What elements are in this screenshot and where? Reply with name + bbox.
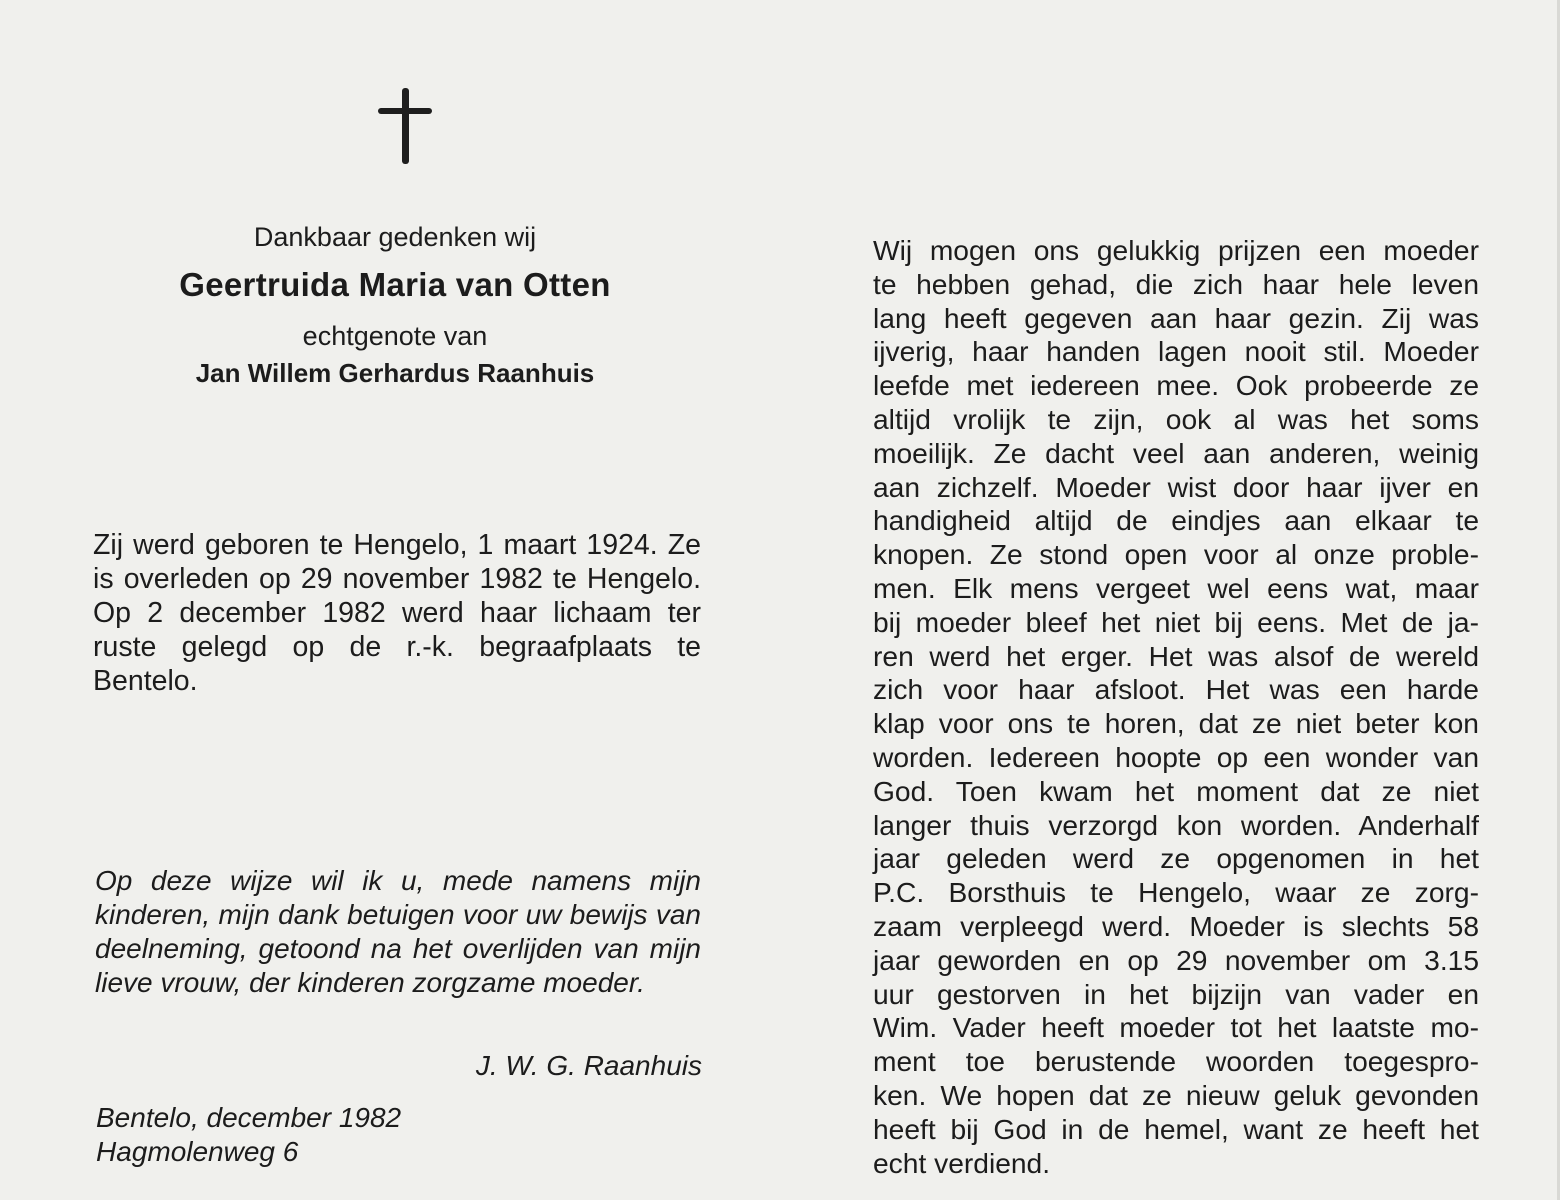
thanks-paragraph: Op deze wijze wil ik u, mede namens mijn kinderen, mijn dank betuigen voor uw bewijs van deelneming, getoond na het overlijden van mijn lieve vrouw, der kinderen zorgzame moeder. [95, 865, 701, 998]
cross-vertical-bar [402, 88, 409, 164]
place-date: Bentelo, december 1982 [96, 1102, 402, 1133]
memorial-line: echt verdiend. [873, 1146, 1051, 1179]
life-dates-paragraph: Zij werd geboren te Hengelo, 1 maart 1924. Ze is overleden op 29 november 1982 te Hengelo. Op 2 december 1982 werd haar lichaam ter ruste gelegd op de r.-k. begraafplaats te Bentelo. [93, 529, 701, 697]
memorial-text [873, 234, 1479, 1180]
memorial-line: moeilijk. Ze dacht veel aan anderen, weinig [873, 436, 1479, 469]
memorial-line: ijverig, haar handen lagen nooit stil. Moeder [873, 335, 1479, 368]
cross-horizontal-bar [378, 108, 432, 114]
memorial-line: men. Elk mens vergeet wel eens wat, maar [873, 571, 1479, 604]
memorial-line: worden. Iedereen hoopte op een wonder van [873, 740, 1479, 773]
memorial-line: knopen. Ze stond open voor al onze proble- [873, 538, 1479, 571]
spouse-label: echtgenote van [302, 321, 488, 351]
memorial-line: ken. We hopen dat ze nieuw geluk gevonden [873, 1078, 1479, 1111]
deceased-name: Geertruida Maria van Otten [179, 266, 611, 303]
signature: J. W. G. Raanhuis [475, 1050, 702, 1081]
memorial-line: Wij mogen ons gelukkig prijzen een moeder [873, 234, 1479, 266]
memorial-line: te hebben gehad, die zich haar hele leven [873, 267, 1479, 300]
memorial-line: zich voor haar afsloot. Het was een harde [873, 673, 1479, 706]
spouse-name: Jan Willem Gerhardus Raanhuis [195, 358, 595, 388]
memorial-line: ren werd het erger. Het was alsof de wereld [873, 639, 1479, 672]
memorial-line: Wim. Vader heeft moeder tot het laatste mo- [873, 1011, 1479, 1044]
memorial-line: altijd vrolijk te zijn, ook al was het soms [873, 402, 1479, 435]
memorial-line: jaar geworden en op 29 november om 3.15 [873, 943, 1479, 976]
memorial-line: bij moeder bleef het niet bij eens. Met de ja- [873, 605, 1479, 638]
memorial-line: jaar geleden werd ze opgenomen in het [873, 842, 1479, 875]
memorial-line: uur gestorven in het bijzijn van vader en [873, 977, 1479, 1010]
memorial-line: ment toe berustende woorden toegespro- [873, 1045, 1479, 1078]
memorial-line: zaam verpleegd werd. Moeder is slechts 58 [873, 909, 1479, 942]
memorial-line: handigheid altijd de eindjes aan elkaar te [873, 504, 1479, 537]
memorial-line: klap voor ons te horen, dat ze niet beter kon [873, 707, 1479, 740]
cross-icon [378, 88, 432, 164]
memorial-line: aan zichzelf. Moeder wist door haar ijver en [873, 470, 1479, 503]
memorial-line: heeft bij God in de hemel, want ze heeft het [873, 1112, 1479, 1145]
memorial-line: P.C. Borsthuis te Hengelo, waar ze zorg- [873, 876, 1479, 909]
memorial-line: God. Toen kwam het moment dat ze niet [873, 774, 1479, 807]
intro-line: Dankbaar gedenken wij [253, 222, 537, 252]
memorial-line: lang heeft gegeven aan haar gezin. Zij was [873, 301, 1479, 334]
memorial-line: leefde met iedereen mee. Ook probeerde ze [873, 369, 1479, 402]
memorial-line: langer thuis verzorgd kon worden. Anderhalf [873, 808, 1479, 841]
address: Hagmolenweg 6 [96, 1136, 299, 1167]
